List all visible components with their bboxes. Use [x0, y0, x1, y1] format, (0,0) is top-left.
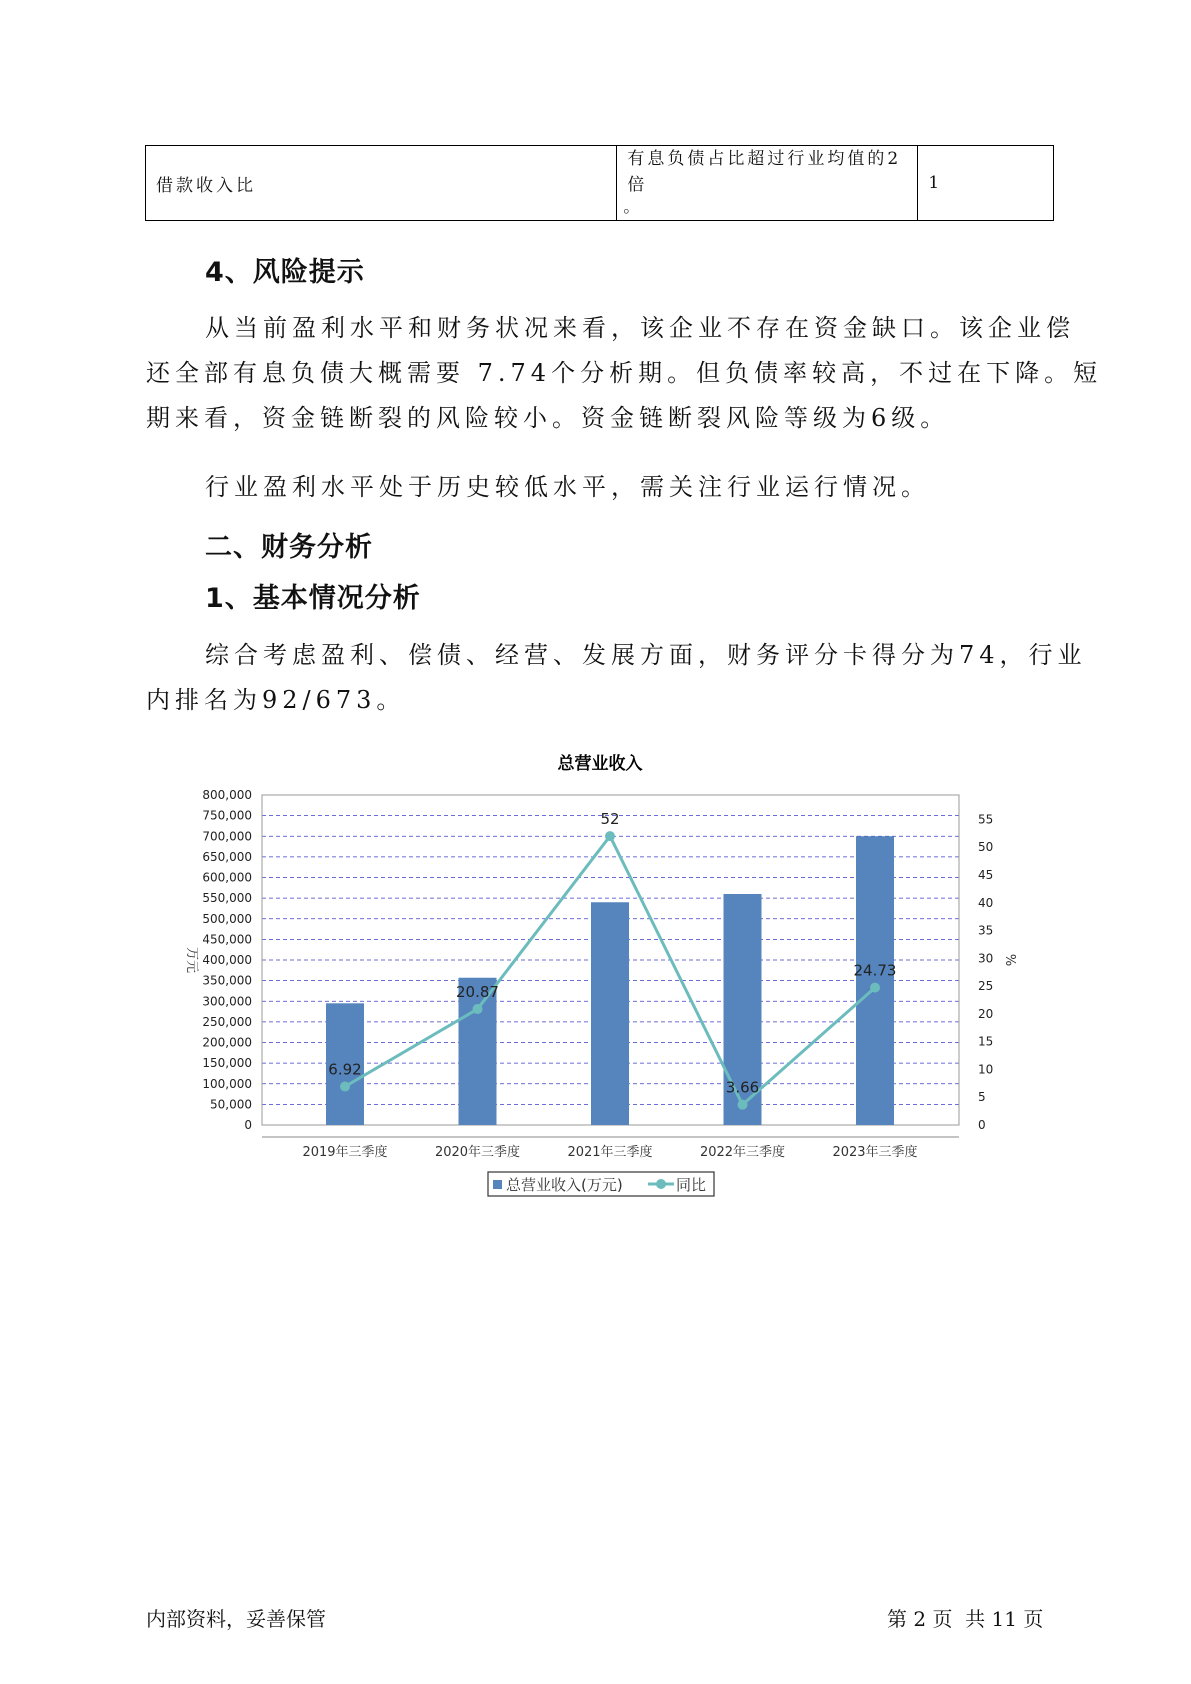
- indicator-value: 1: [918, 146, 1054, 221]
- y-tick-label: 0: [244, 1118, 252, 1132]
- data-label: 6.92: [328, 1060, 362, 1079]
- legend-line-marker: [656, 1179, 666, 1189]
- legend-bar-label: 总营业收入(万元): [506, 1176, 623, 1194]
- y2-axis-ticks: [978, 812, 993, 1132]
- basic-paragraph-line-2: 内排名为92/673。: [146, 686, 406, 714]
- y2-tick-label: 0: [978, 1118, 986, 1132]
- y-tick-label: 750,000: [202, 808, 252, 823]
- line-point: [340, 1082, 350, 1092]
- bar: [856, 836, 894, 1125]
- y-tick-label: 600,000: [202, 870, 252, 885]
- page-number: 第 2 页 共 11 页: [887, 1607, 1044, 1631]
- line-point: [870, 983, 880, 993]
- data-label: 3.66: [725, 1078, 760, 1097]
- y2-axis-label: %: [1002, 953, 1017, 967]
- x-tick-label: 2021年三季度: [567, 1145, 653, 1160]
- y2-tick-label: 10: [978, 1062, 994, 1077]
- risk-paragraph-line-2: 还全部有息负债大概需要 7.74个分析期。但负债率较高，不过在下降。短: [146, 359, 1103, 387]
- line-point: [738, 1100, 748, 1110]
- indicator-name: 借款收入比: [146, 146, 617, 221]
- y2-tick-label: 55: [978, 812, 994, 827]
- y-tick-label: 250,000: [202, 1014, 252, 1029]
- y-tick-label: 350,000: [202, 973, 252, 988]
- y-tick-label: 800,000: [202, 788, 252, 802]
- y-tick-label: 450,000: [202, 932, 252, 947]
- y2-tick-label: 40: [978, 895, 994, 910]
- indicator-description-line: 有息负债占比超过行业均值的2倍: [627, 149, 902, 195]
- y-tick-label: 500,000: [202, 911, 252, 926]
- y2-tick-label: 35: [978, 923, 994, 938]
- y-axis-label: 万元: [184, 946, 199, 974]
- risk-paragraph-line-1: 从当前盈利水平和财务状况来看，该企业不存在资金缺口。该企业偿: [205, 314, 1075, 342]
- y-tick-label: 550,000: [202, 891, 252, 906]
- y2-tick-label: 25: [978, 979, 994, 994]
- x-axis-ticks: [302, 1144, 917, 1160]
- y2-tick-label: 50: [978, 840, 994, 855]
- data-label: 20.87: [456, 983, 499, 1002]
- x-tick-label: 2019年三季度: [302, 1145, 388, 1160]
- y2-tick-label: 45: [978, 868, 994, 882]
- indicator-description-end: 。: [623, 197, 643, 216]
- y-tick-label: 650,000: [202, 849, 252, 864]
- basic-analysis-heading: 1、基本情况分析: [205, 583, 421, 614]
- industry-paragraph: 行业盈利水平处于历史较低水平，需关注行业运行情况。: [205, 473, 930, 501]
- x-tick-label: 2022年三季度: [699, 1145, 786, 1160]
- y2-tick-label: 5: [978, 1090, 986, 1105]
- legend: [488, 1172, 714, 1196]
- risk-heading: 4、风险提示: [205, 257, 365, 288]
- y2-tick-label: 20: [978, 1006, 994, 1021]
- y-tick-label: 400,000: [202, 953, 252, 967]
- bar: [591, 902, 629, 1125]
- y2-tick-label: 15: [978, 1034, 994, 1049]
- footer-note: 内部资料，妥善保管: [146, 1607, 326, 1631]
- basic-paragraph-line-1: 综合考虑盈利、偿债、经营、发展方面，财务评分卡得分为74，行业: [205, 641, 1087, 669]
- finance-analysis-heading: 二、财务分析: [205, 532, 373, 563]
- data-label: 52: [600, 810, 620, 829]
- data-label: 24.73: [853, 961, 897, 980]
- chart-title: 总营业收入: [557, 754, 643, 774]
- risk-paragraph-line-3: 期来看，资金链断裂的风险较小。资金链断裂风险等级为6级。: [146, 404, 950, 432]
- line-point: [473, 1004, 483, 1014]
- y-tick-label: 50,000: [210, 1097, 252, 1112]
- legend-bar-swatch: [493, 1180, 502, 1189]
- y-tick-label: 200,000: [202, 1035, 252, 1050]
- x-tick-label: 2020年三季度: [434, 1145, 521, 1160]
- x-tick-label: 2023年三季度: [832, 1145, 918, 1160]
- line-point: [605, 831, 615, 841]
- y2-tick-label: 30: [978, 951, 994, 966]
- y-tick-label: 150,000: [202, 1056, 252, 1071]
- legend-line-label: 同比: [676, 1176, 707, 1194]
- y-axis-ticks: [202, 788, 252, 1132]
- y-tick-label: 300,000: [202, 994, 252, 1009]
- y-tick-label: 100,000: [202, 1076, 252, 1091]
- y-tick-label: 700,000: [202, 829, 252, 844]
